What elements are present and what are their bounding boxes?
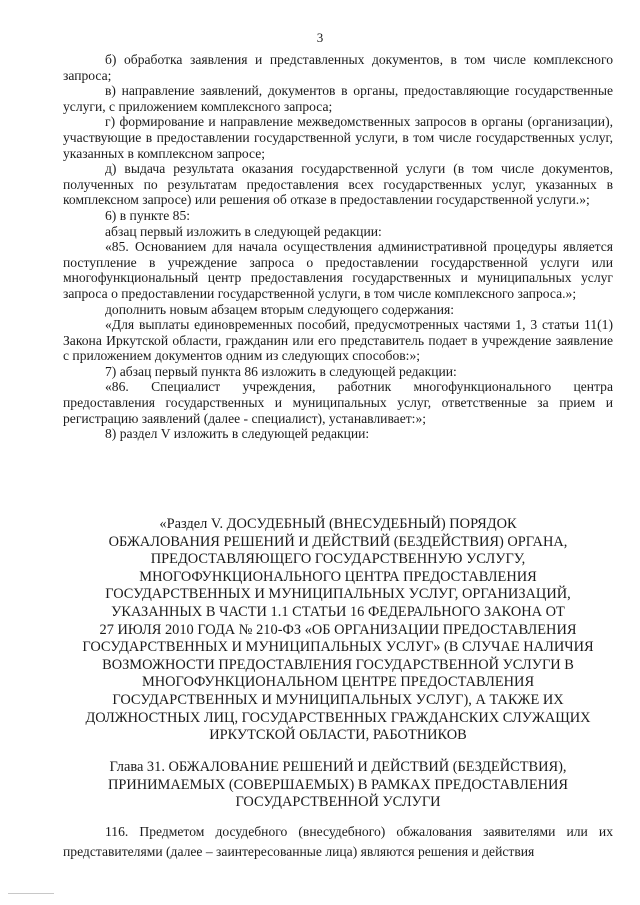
footnote-divider xyxy=(8,893,54,894)
paragraph: «85. Основанием для начала осуществления административной процедуры является поступление в учреждение запроса о предоставлении государственной услуги или многофункциональный центр предоставления государственных и муниципальных услуг запроса о предоставлении государственной услуги, в том числе комплексного запроса.»; xyxy=(63,239,613,301)
section-heading-line: МНОГОФУНКЦИОНАЛЬНОГО ЦЕНТРА ПРЕДОСТАВЛЕНИЯ xyxy=(139,568,537,585)
section-heading-line: ГОСУДАРСТВЕННЫХ И МУНИЦИПАЛЬНЫХ УСЛУГ), А ТАКЖЕ ИХ xyxy=(112,691,564,708)
paragraph: абзац первый изложить в следующей редакции: xyxy=(105,223,382,239)
section-heading-line: ИРКУТСКОЙ ОБЛАСТИ, РАБОТНИКОВ xyxy=(209,727,467,744)
paragraph: б) обработка заявления и представленных документов, в том числе комплексного запроса; xyxy=(63,52,613,83)
page-number: 3 xyxy=(316,30,324,45)
paragraph: д) выдача результата оказания государственной услуги (в том числе документов, полученных по результатам предоставления всех государственных услуг, указанных в комплексном запросе) или решения об отказе в предоставлении государственной услуги.»; xyxy=(63,161,613,208)
chapter-heading-line: ПРИНИМАЕМЫХ (СОВЕРШАЕМЫХ) В РАМКАХ ПРЕДОСТАВЛЕНИЯ xyxy=(107,776,569,793)
paragraph: 6) в пункте 85: xyxy=(105,207,191,223)
section-heading-line: ОБЖАЛОВАНИЯ РЕШЕНИЙ И ДЕЙСТВИЙ (БЕЗДЕЙСТВИЯ) ОРГАНА, xyxy=(108,533,568,550)
closing-text xyxy=(63,822,613,862)
chapter-heading-line: ГОСУДАРСТВЕННОЙ УСЛУГИ xyxy=(235,794,441,811)
chapter-heading xyxy=(63,759,613,812)
section-heading-line: ВОЗМОЖНОСТИ ПРЕДОСТАВЛЕНИЯ ГОСУДАРСТВЕННОЙ УСЛУГИ В xyxy=(102,656,574,673)
paragraph: 7) абзац первый пункта 86 изложить в следующей редакции: xyxy=(105,363,457,379)
section-heading-line: ПРЕДОСТАВЛЯЮЩЕГО ГОСУДАРСТВЕННУЮ УСЛУГУ, xyxy=(150,551,526,568)
section-heading-line: ГОСУДАРСТВЕННЫХ И МУНИЦИПАЛЬНЫХ УСЛУГ» (В СЛУЧАЕ НАЛИЧИЯ xyxy=(82,639,594,656)
paragraph: в) направление заявлений, документов в органы, предоставляющие государственные услуги, с приложением комплексного запроса; xyxy=(63,83,613,114)
paragraph: дополнить новым абзацем вторым следующего содержания: xyxy=(105,301,454,317)
paragraph: «86. Специалист учреждения, работник многофункционального центра предоставления государственных и муниципальных услуг, ответственные за прием и регистрацию заявлений (далее - специалист), устанавливает:»; xyxy=(63,379,613,426)
chapter-heading-line: Глава 31. ОБЖАЛОВАНИЕ РЕШЕНИЙ И ДЕЙСТВИЙ (БЕЗДЕЙСТВИЯ), xyxy=(109,759,567,775)
section-heading-line: ГОСУДАРСТВЕННЫХ И МУНИЦИПАЛЬНЫХ УСЛУГ, ОРГАНИЗАЦИЙ, xyxy=(105,586,571,603)
paragraph: г) формирование и направление межведомственных запросов в органы (организации), участвующие в предоставлении государственной услуги, в том числе государственных услуг, указанных в комплексном запросе; xyxy=(63,114,613,161)
paragraph: 116. Предметом досудебного (внесудебного) обжалования заявителями или их представителями (далее – заинтересованные лица) являются решения и действия xyxy=(63,824,613,859)
section-heading-line: УКАЗАННЫХ В ЧАСТИ 1.1 СТАТЬИ 16 ФЕДЕРАЛЬНОГО ЗАКОНА ОТ xyxy=(111,603,565,620)
section-heading-line: «Раздел V. ДОСУДЕБНЫЙ (ВНЕСУДЕБНЫЙ) ПОРЯДОК xyxy=(159,516,517,532)
paragraph: 8) раздел V изложить в следующей редакции: xyxy=(105,426,370,442)
section-heading xyxy=(63,516,613,745)
amendment-text xyxy=(63,52,613,442)
section-heading-line: ДОЛЖНОСТНЫХ ЛИЦ, ГОСУДАРСТВЕННЫХ ГРАЖДАНСКИХ СЛУЖАЩИХ xyxy=(85,709,591,726)
paragraph: «Для выплаты единовременных пособий, предусмотренных частями 1, 3 статьи 11(1) Закона Иркутской области, гражданин или его представитель подает в учреждение заявление с приложением документов одним из следующих способов:»; xyxy=(63,317,613,364)
section-heading-line: 27 ИЮЛЯ 2010 ГОДА № 210-ФЗ «ОБ ОРГАНИЗАЦИИ ПРЕДОСТАВЛЕНИЯ xyxy=(99,621,577,638)
section-heading-line: МНОГОФУНКЦИОНАЛЬНОМ ЦЕНТРЕ ПРЕДОСТАВЛЕНИЯ xyxy=(141,674,535,691)
